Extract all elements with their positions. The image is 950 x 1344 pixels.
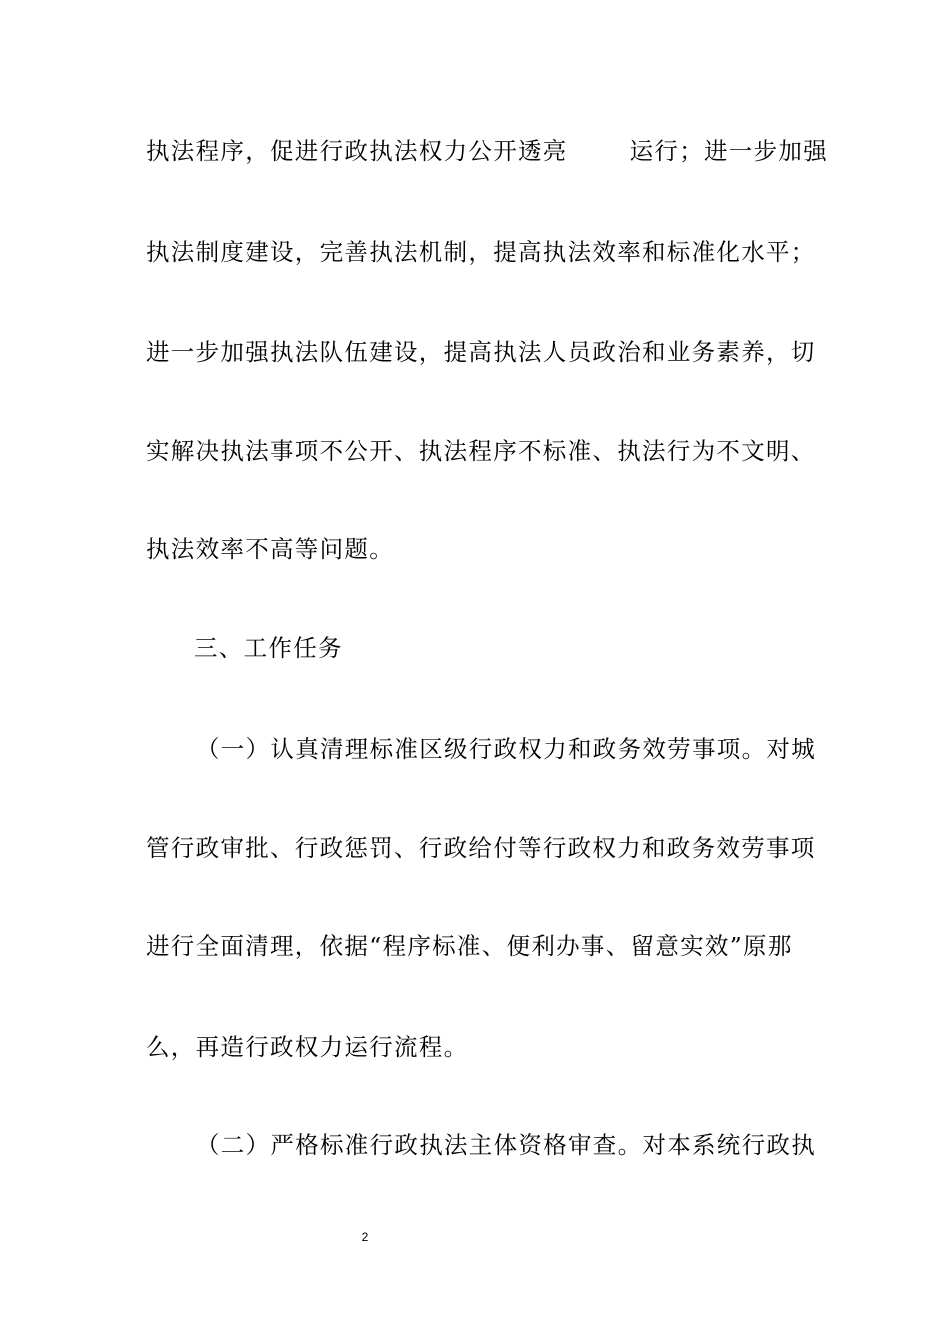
text-line-3: 进一步加强执法队伍建设，提高执法人员政治和业务素养，切 bbox=[146, 338, 816, 366]
text-line-4: 实解决执法事项不公开、执法程序不标准、执法行为不文明、 bbox=[146, 437, 816, 465]
text-line-5: 执法效率不高等问题。 bbox=[146, 535, 394, 563]
text-line-1 bbox=[146, 136, 828, 166]
text-segment-1b: 运行；进一步加强 bbox=[629, 137, 829, 165]
text-line-2: 执法制度建设，完善执法机制，提高执法效率和标准化水平； bbox=[146, 238, 816, 266]
text-line-7: （一）认真清理标准区级行政权力和政务效劳事项。对城 bbox=[196, 735, 816, 763]
text-line-8: 管行政审批、行政惩罚、行政给付等行政权力和政务效劳事项 bbox=[146, 834, 816, 862]
section-heading: 三、工作任务 bbox=[194, 634, 343, 662]
page-number: 2 bbox=[361, 1230, 369, 1244]
text-line-11: （二）严格标准行政执法主体资格审查。对本系统行政执 bbox=[196, 1131, 816, 1159]
text-segment-1a: 执法程序，促进行政执法权力公开透亮 bbox=[146, 137, 568, 165]
text-line-9: 进行全面清理，依据“程序标准、便利办事、留意实效”原那 bbox=[146, 932, 793, 960]
text-line-10: 么，再造行政权力运行流程。 bbox=[146, 1033, 469, 1061]
